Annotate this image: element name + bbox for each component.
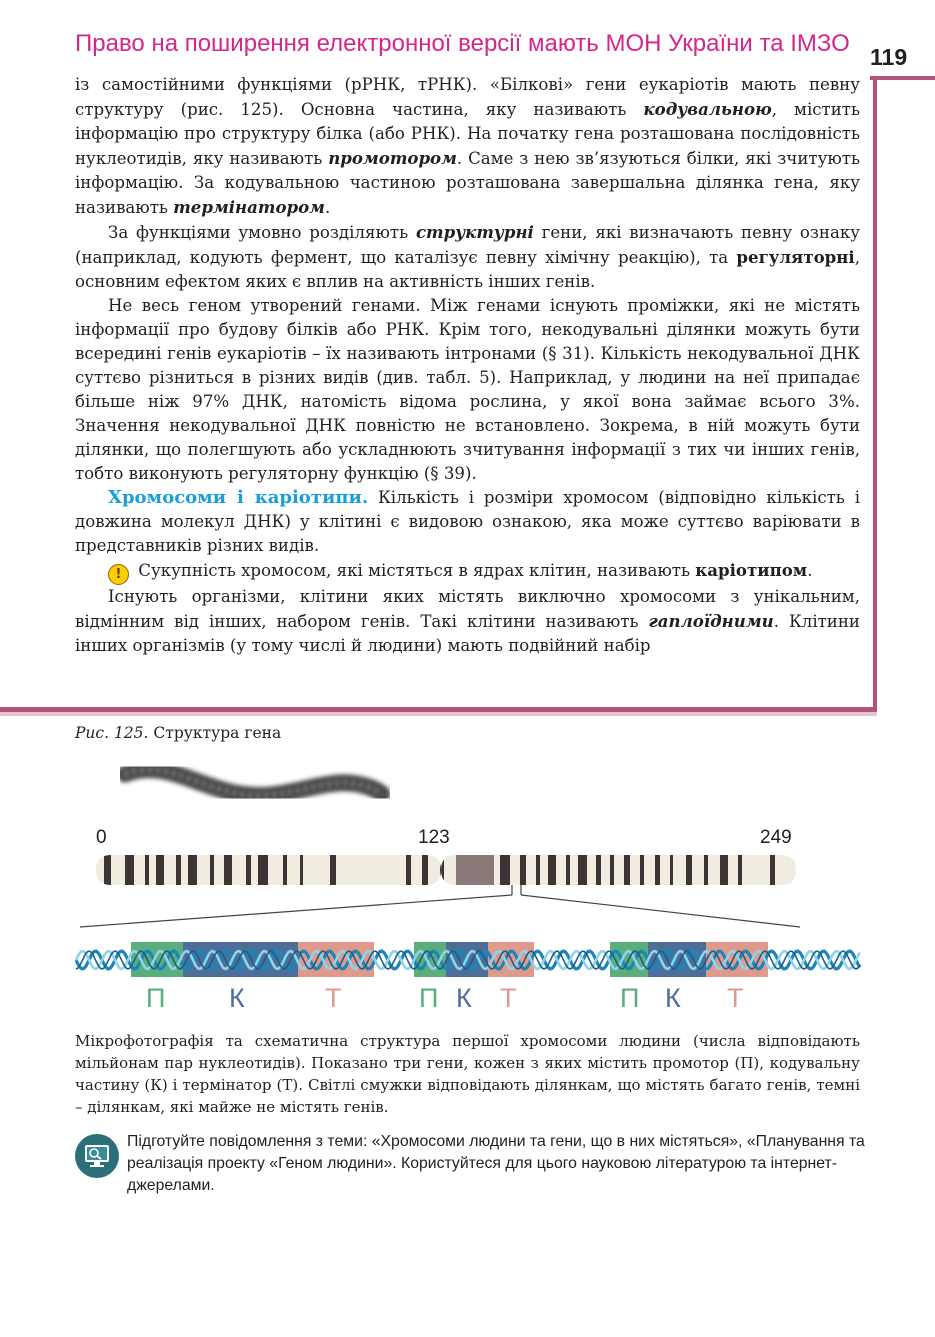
centromere-heterochromatin [456,855,494,885]
page-number: 119 [870,44,908,70]
text-run: із самостійними функціями (рРНК, тРНК). «Білкові» гени еукаріотів мають певну структуру (рис. 125). Основна частина, яку називають [75,75,860,119]
paragraph-noncoding-dna: Не весь геном утворений генами. Між генами існують проміжки, які не містять інформації про будову білків або РНК. Крім того, некодувальні ділянки можуть бути всередині генів еукаріотів – їх називають інтронами (§ 31). Кількість некодувальної ДНК суттєво різниться в різних видів (див. табл. 5). Наприклад, у людини на неї припадає більше ніж 97% ДНК, натомість відома рослина, у якої вона займає всього 3%. Значення некодувальної ДНК повністю не встановлено. Зокрема, в ній можуть бути ділянки, що полегшують або ускладнюють зчитування інформації з тих чи інших генів, тобто виконують регуляторну функцію (§ 39). [75,296,860,483]
term-terminator: термінатором [173,197,325,217]
chromosome-band [500,855,510,885]
gene-2-coding-label: К [456,983,472,1013]
scale-label-mid: 123 [418,827,450,848]
frame-bottom-shadow [0,712,877,716]
gene-2-promoter-label: П [419,983,439,1013]
chromosome-band [596,855,601,885]
gene-part-labels [146,983,744,1013]
frame-right-bar [873,76,877,712]
chromosome-band [624,855,630,885]
chromosome-band [156,855,164,885]
text-run: , містить інформацію про структуру білка (або РНК). На початку гена розташована послідовність нуклеотидів, яку називають [75,100,860,168]
chromosome-band [578,855,587,885]
computer-research-icon [74,1133,120,1179]
chromosome-band [406,855,411,885]
text-run: . [807,561,813,580]
chromosome-band [145,855,149,885]
chromosome-band [422,855,428,885]
term-coding: кодувальною [643,99,772,119]
chromosome-band [125,855,134,885]
text-run: . Саме з нею зв’язуються білки, які зчитують інформацію. За кодувальною частиною розташована завершальна ділянка гена, яку називають [75,149,860,217]
chromosome-band [176,855,181,885]
chromosome-band [670,855,673,885]
chromosome-band [258,855,268,885]
chromosome-micrograph-image [120,760,390,820]
chromosome-ideogram [90,855,800,885]
chromosome-band [566,855,570,885]
gene-2-terminator-label: Т [500,983,517,1013]
gene-structure-diagram [0,815,935,1025]
text-run: , основним ефектом яких є вплив на активність інших генів. [75,248,860,291]
text-run: Кількість і розміри хромосом (відповідно кількість і довжина молекул ДНК) у клітині є видовою ознакою, яка може суттєво варіювати в представників різних видів. [75,488,861,555]
text-run: Існують організми, клітини яких містять виключно хромосоми з унікальним, відмінним від інших, набором генів. Такі клітини називають [75,587,860,631]
chromosome-band [720,855,728,885]
figure-title: Структура гена [148,724,282,742]
chromosome-band [704,855,708,885]
text-run: гени, які визначають певну ознаку (наприклад, кодують фермент, що каталізує певну хімічну реакцію), та [75,223,861,267]
chromosome-band [210,855,214,885]
paragraph-karyotype [75,558,860,585]
paragraph-haploid [75,585,860,658]
frame-top-bar [870,76,935,80]
paragraph-chromosomes [75,486,860,558]
paragraph-gene-structure [75,73,860,220]
gene-1-coding-label: К [229,983,245,1013]
scale-label-start: 0 [96,827,107,848]
chromosome-band [520,855,526,885]
rights-notice: Право на поширення електронної версії мають МОН України та ІМЗО [75,30,850,57]
chromosome-band [283,855,287,885]
chromosome-band [640,855,644,885]
chromosome-band [300,855,303,885]
gene-1-promoter-label: П [146,983,166,1013]
chromosome-band [104,855,111,885]
gene-3-coding-label: К [665,983,681,1013]
text-run: . Клітини інших організмів (у тому числі й людини) мають подвійний набір [75,612,860,655]
text-run: За функціями умовно розділяють [108,223,416,242]
term-karyotype: каріотипом [695,560,808,580]
chromosome-band [686,855,692,885]
term-promoter: промотором [328,148,457,168]
term-regulatory: регуляторні [736,247,855,267]
zoom-line-right [521,895,800,927]
term-haploid: гаплоїдними [648,611,774,631]
figure-number: Рис. 125. [75,724,149,742]
chromosome-band [330,855,336,885]
text-run: . [324,198,331,217]
chromosome-band [440,855,444,885]
chromosome-band [188,855,197,885]
chromosome-band [655,855,660,885]
chromosome-band [610,855,614,885]
figure-label [75,724,281,742]
chromosome-band [770,855,775,885]
zoom-line-left [80,895,512,927]
gene-1-promoter [131,942,183,977]
gene-3-terminator-label: Т [727,983,744,1013]
task-text: Підготуйте повідомлення з теми: «Хромосоми людини та гени, що в них містяться», «Планування та реалізація проекту «Геном людини». Користуйтеся для цього науковою літературою та інтернет-джерелами. [127,1133,865,1194]
chromosome-band [548,855,556,885]
gene-3-promoter-label: П [620,983,640,1013]
text-run: Сукупність хромосом, які містяться в ядрах клітин, називають [133,561,696,580]
warning-icon: ! [108,564,129,585]
gene-1-coding [183,942,298,977]
gene-3-coding [648,942,706,977]
term-structural: структурні [415,222,534,242]
chromosome-band [246,855,251,885]
chromosome-band [738,855,742,885]
figure-caption: Мікрофотографія та схематична структура першої хромосоми людини (числа відповідають мільйонам пар нуклеотидів). Показано три гени, кожен з яких містить промотор (П), кодувальну частину (К) і термінатор (Т). Світлі смужки відповідають ділянкам, що містять багато генів, темні – ділянкам, які майже не містять генів. [75,1032,860,1116]
paragraph-gene-types [75,220,860,294]
chromosome-band [536,855,540,885]
section-heading: Хромосоми і каріотипи. [108,487,369,508]
gene-1-terminator-label: Т [325,983,342,1013]
chromosome-band [224,855,232,885]
main-text [75,73,860,658]
scale-label-end: 249 [760,827,792,848]
